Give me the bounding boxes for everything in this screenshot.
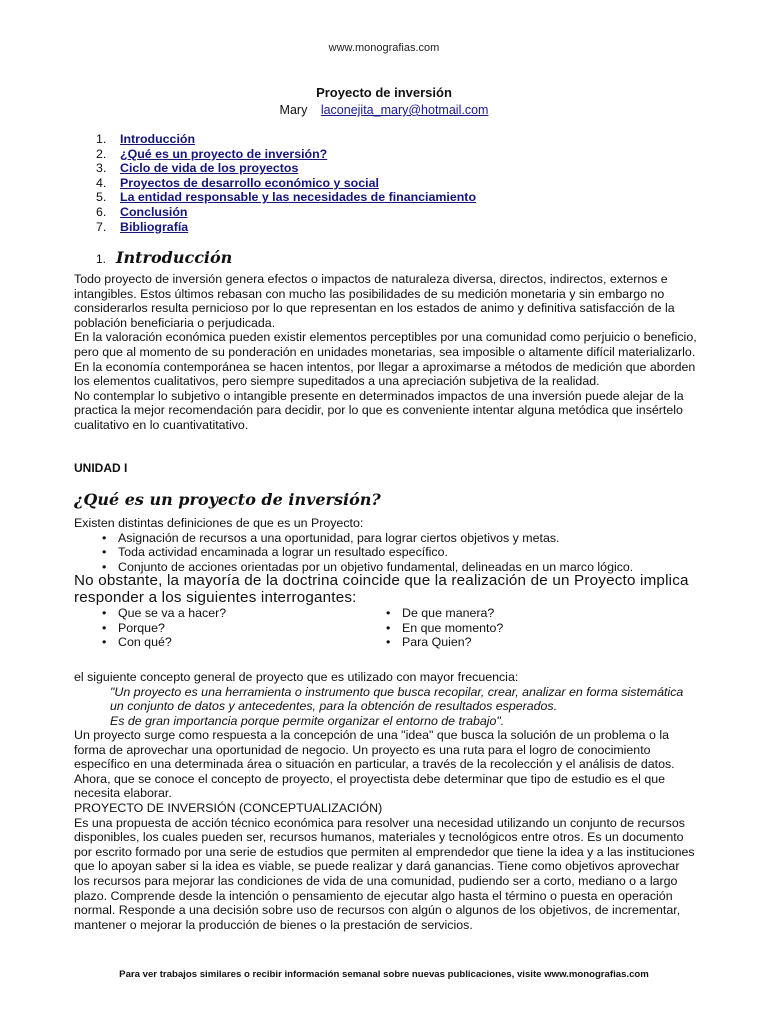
toc-number: 1. [96,132,107,146]
concept-lead: el siguiente concepto general de proyecto que es utilizado con mayor frecuencia: [74,670,519,684]
toc-link-entidad[interactable]: La entidad responsable y las necesidades de financiamiento [120,190,477,205]
concept-block [74,670,698,728]
list-item: • Con qué? [118,635,226,650]
concept-quote [74,685,698,729]
list-item: • Porque? [118,621,226,636]
paragraph: No contemplar lo subjetivo o intangible presente en determinados impactos de una inversión puede alejar de la practica la mejor recomendación para decidir, por lo que es conveniente intentar alguna metódica que insértelo cualitativo en lo cuantivatitativo. [74,388,684,432]
paragraph: En la valoración económica pueden existir elementos perceptibles por una comunidad como perjuicio o beneficio, pero que al momento de su ponderación en unidades monetarias, sea imposible o altamente difícil materializarlo. En la economía contemporánea se hacen intentos, por llegar a aproximarse a métodos de medición que aborden los elementos cualitativos, pero siempre supeditados a una apreciación subjetiva de la realidad. [74,330,697,389]
quote-line: Es de gran importancia porque permite organizar el entorno de trabajo". [110,713,505,728]
list-item: • Que se va a hacer? [118,606,226,621]
definitions-block [74,516,698,574]
toc-item [96,190,476,205]
toc-item [96,205,476,220]
paragraph: Un proyecto surge como respuesta a la concepción de una "idea" que busca la solución de un problema o la forma de aprovechar una oportunidad de negocio. Un proyecto es una ruta para el logro de conocimiento específico en una determinada área o situación en particular, a través de la recolección y el análisis de datos. Ahora, que se conoce el concepto de proyecto, el proyectista debe determinar que tipo de estudio es el que necesita elaborar. [74,728,675,801]
section-number: 1. [96,252,107,266]
toc-link-que-es[interactable]: ¿Qué es un proyecto de inversión? [120,146,328,161]
quote-line: "Un proyecto es una herramienta o instrumento que busca recopilar, crear, analizar en forma sistemática un conjunto de datos y antecedentes, para la obtención de resultados esperados. [110,684,684,714]
list-item: • Conjunto de acciones orientadas por un objetivo fundamental, delineadas en un marco lógico. [118,560,698,575]
section-body [74,728,698,932]
questions-right-column [402,606,503,650]
list-item: • En que momento? [402,621,503,636]
section-heading-que-es: ¿Qué es un proyecto de inversión? [74,490,381,509]
author-line [0,103,768,117]
subheading: PROYECTO DE INVERSIÓN (CONCEPTUALIZACIÓN) [74,800,383,815]
definitions-list [74,531,698,575]
toc-item [96,161,476,176]
toc-link-ciclo[interactable]: Ciclo de vida de los proyectos [120,161,299,176]
page-header-site: www.monografias.com [328,42,440,54]
intro-body [74,272,698,433]
list-item: • De que manera? [402,606,503,621]
list-item: • Asignación de recursos a una oportunidad, para lograr ciertos objetivos y metas. [118,531,698,546]
questions-left-column [118,606,226,650]
toc-link-conclusion[interactable]: Conclusión [120,204,188,219]
large-text-statement: No obstante, la mayoría de la doctrina coincide que la realización de un Proyecto implica responder a los siguientes interrogantes: [74,572,689,606]
paragraph: Es una propuesta de acción técnico económica para resolver una necesidad utilizando un conjunto de recursos disponibles, los cuales pueden ser, recursos humanos, materiales y tecnológicos entre otros. Es un documento por escrito formado por una serie de estudios que permiten al emprendedor que tiene la idea y a las instituciones que lo apoyan saber si la idea es viable, se puede realizar y dará ganancias. Tiene como objetivos aprovechar los recursos para mejorar las condiciones de vida de una comunidad, pudiendo ser a corto, mediano o a largo plazo. Comprende desde la intención o pensamiento de ejecutar algo hasta el término o puesta en operación normal. Responde a una decisión sobre uso de recursos con algún o algunos de los objetivos, de incrementar, mantener o mejorar la producción de bienes o la prestación de servicios. [74,815,695,932]
toc-item [96,147,476,162]
page-footer: Para ver trabajos similares o recibir información semanal sobre nuevas publicaciones, visite www.monografias.com [119,969,649,980]
toc-link-desarrollo[interactable]: Proyectos de desarrollo económico y social [120,175,379,190]
toc-number: 6. [96,204,107,219]
definitions-lead: Existen distintas definiciones de que es un Proyecto: [74,516,364,530]
section-heading-introduccion [96,248,232,267]
list-item: • Para Quien? [402,635,503,650]
toc-number: 4. [96,175,107,190]
author-name: Mary [279,103,308,117]
unit-label: UNIDAD I [74,461,128,475]
table-of-contents [96,132,476,234]
toc-number: 2. [96,146,107,161]
toc-link-bibliografia[interactable]: Bibliografía [120,219,189,234]
toc-number: 7. [96,219,107,234]
toc-number: 3. [96,161,107,176]
document-title: Proyecto de inversión [316,85,452,100]
paragraph: Todo proyecto de inversión genera efectos o impactos de naturaleza diversa, directos, indirectos, externos e intangibles. Estos últimos rebasan con mucho las posibilidades de su medición monetaria y sin embargo no considerarlos resulta pernicioso por lo que representan en los estados de animo y definitiva satisfacción de la población beneficiaria o perjudicada. [74,272,675,330]
toc-item [96,176,476,191]
author-email-link[interactable]: laconejita_mary@hotmail.com [320,103,489,117]
section-title: Introducción [116,248,233,267]
toc-link-introduccion[interactable]: Introducción [120,132,196,146]
toc-number: 5. [96,190,107,205]
list-item: • Toda actividad encaminada a lograr un resultado específico. [118,545,698,560]
toc-item [96,220,476,235]
toc-item [96,132,476,147]
